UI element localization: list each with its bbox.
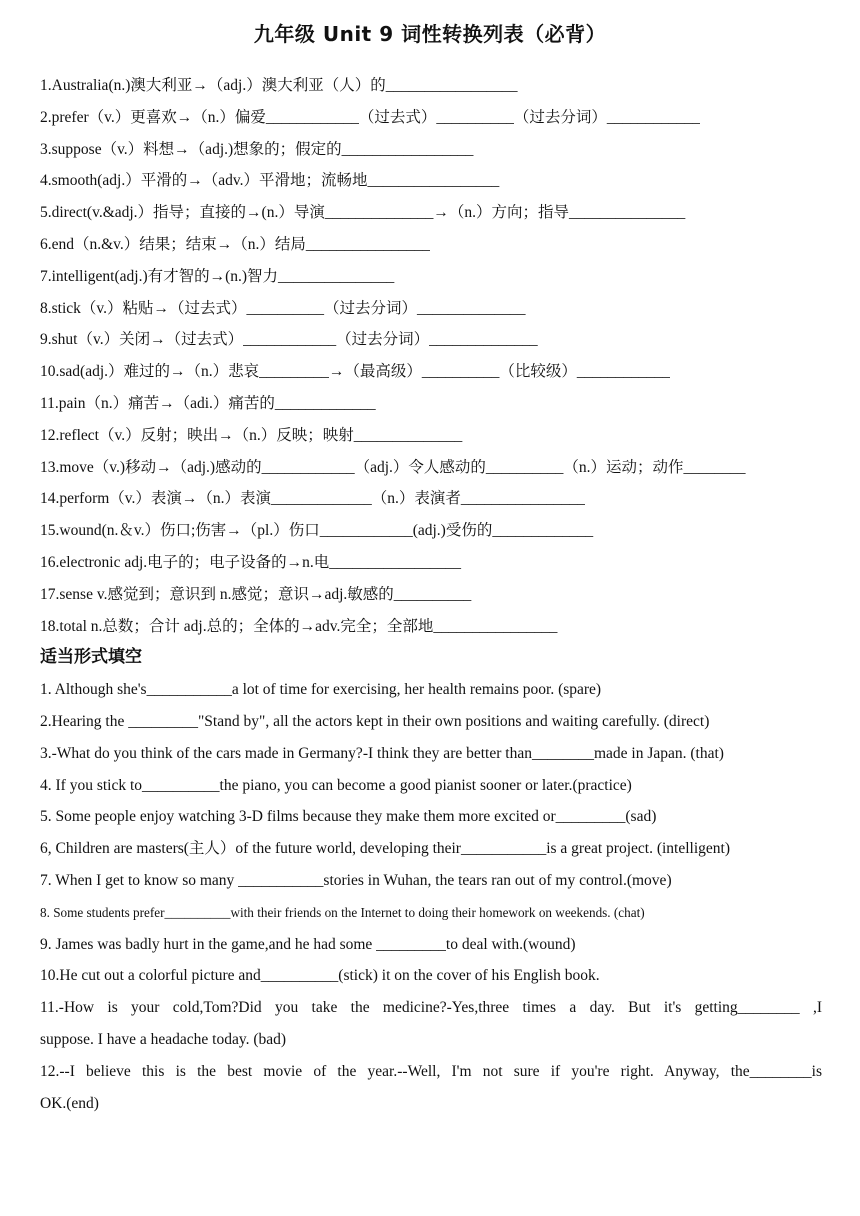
vocab-item: 5.direct(v.&adj.）指导；直接的→(n.）导演______________→（n.）方向；指导_______________: [40, 204, 686, 222]
vocab-item: 4.smooth(adj.）平滑的→（adv.）平滑地；流畅地_________________: [40, 172, 500, 190]
vocab-item: 18.total n.总数；合计 adj.总的；全体的→adv.完全；全部地________________: [40, 617, 558, 635]
vocab-item: 17.sense v.感觉到；意识到 n.感觉；意识→adj.敏感的__________: [40, 585, 472, 603]
exercise-item: 8. Some students prefer__________with their friends on the Internet to doing their homework on weekends. (chat): [40, 904, 645, 920]
vocab-item: 8.stick（v.）粘贴→（过去式）__________（过去分词）______________: [40, 299, 526, 317]
exercise-item: 2.Hearing the _________"Stand by", all the actors kept in their own positions and waiting carefully. (direct): [40, 712, 710, 730]
exercise-item: 7. When I get to know so many ___________stories in Wuhan, the tears ran out of my control.(move): [40, 871, 672, 889]
vocab-item: 14.perform（v.）表演→（n.）表演_____________（n.）表演者________________: [40, 490, 585, 508]
vocab-item: 7.intelligent(adj.)有才智的→(n.)智力_______________: [40, 267, 395, 285]
page-title: 九年级 Unit 9 词性转换列表（必背）: [253, 22, 607, 46]
vocab-item: 16.electronic adj.电子的；电子设备的→n.电_________________: [40, 553, 462, 571]
exercise-item: 3.-What do you think of the cars made in Germany?-I think they are better than________made in Japan. (that): [40, 744, 724, 762]
exercise-item: 4. If you stick to__________the piano, you can become a good pianist sooner or later.(practice): [40, 776, 632, 794]
vocab-item: 15.wound(n.＆v.）伤口;伤害→（pl.）伤口____________(adj.)受伤的_____________: [40, 522, 594, 540]
worksheet-body: [40, 70, 822, 1119]
section-heading: 适当形式填空: [40, 647, 142, 668]
exercise-item-continued: suppose. I have a headache today. (bad): [40, 1030, 287, 1048]
exercise-item-continued: OK.(end): [40, 1094, 99, 1112]
vocab-item: 10.sad(adj.）难过的→（n.）悲哀_________→（最高级）__________（比较级）____________: [40, 363, 670, 381]
exercise-item: 5. Some people enjoy watching 3-D films because they make them more excited or_________(sad): [40, 808, 657, 826]
exercise-item: 11.-How is your cold,Tom?Did you take the medicine?-Yes,three times a day. But it's getting________ ,I: [40, 999, 822, 1017]
vocab-item: 11.pain（n.）痛苦→（adi.）痛苦的_____________: [40, 394, 376, 412]
vocab-item: 6.end（n.&v.）结果；结束→（n.）结局________________: [40, 235, 430, 253]
vocab-item: 1.Australia(n.)澳大利亚→（adj.）澳大利亚（人）的_________________: [40, 77, 518, 94]
exercise-item: 12.--I believe this is the best movie of the year.--Well, I'm not sure if you're right. Anyway, the________is: [40, 1062, 822, 1080]
vocab-item: 3.suppose（v.）料想→（adj.)想象的；假定的_________________: [40, 140, 474, 158]
vocab-item: 13.move（v.)移动→（adj.)感动的____________（adj.）令人感动的__________（n.）运动；动作________: [40, 458, 746, 476]
vocab-item: 2.prefer（v.）更喜欢→（n.）偏爱____________（过去式）__________（过去分词）____________: [40, 108, 700, 126]
vocab-item: 12.reflect（v.）反射；映出→（n.）反映；映射______________: [40, 426, 463, 444]
vocab-item: 9.shut（v.）关闭→（过去式）____________（过去分词）______________: [40, 331, 538, 349]
exercise-item: 6, Children are masters(主人）of the future world, developing their___________is a great project. (intelligent): [40, 840, 730, 858]
exercise-item: 1. Although she's___________a lot of time for exercising, her health remains poor. (spare): [40, 681, 602, 699]
exercise-item: 9. James was badly hurt in the game,and he had some _________to deal with.(wound): [40, 935, 576, 953]
exercise-item: 10.He cut out a colorful picture and__________(stick) it on the cover of his English book.: [40, 967, 600, 985]
